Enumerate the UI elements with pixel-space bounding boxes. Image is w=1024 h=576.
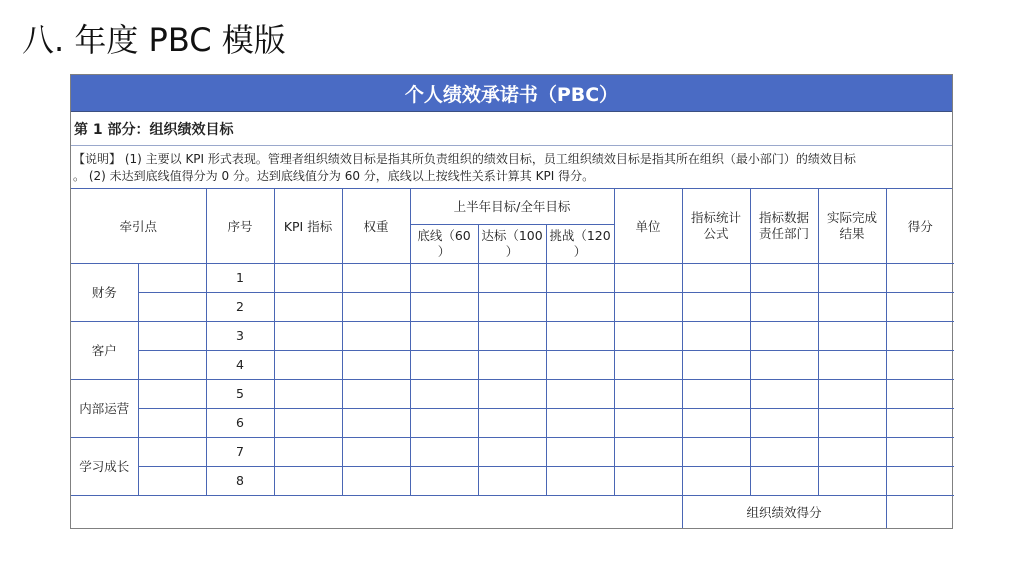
unit-cell[interactable] — [614, 379, 682, 408]
baseline-cell[interactable] — [410, 350, 478, 379]
dept-cell[interactable] — [750, 408, 818, 437]
group-label: 内部运营 — [71, 379, 138, 437]
baseline-cell[interactable] — [410, 437, 478, 466]
table-row — [71, 437, 954, 466]
seq-cell: 1 — [206, 263, 274, 292]
result-cell[interactable] — [818, 437, 886, 466]
note-line-1: 【说明】 (1) 主要以 KPI 形式表现。管理者组织绩效目标是指其所负责组织的绩效目标，员工组织绩效目标是指其所在组织（最小部门）的绩效目标 — [73, 152, 856, 166]
group-label: 学习成长 — [71, 437, 138, 495]
header-dept-line1: 指标数据 — [759, 209, 810, 225]
baseline-cell[interactable] — [410, 379, 478, 408]
challenge-cell[interactable] — [546, 292, 614, 321]
header-result-line2: 结果 — [839, 225, 865, 241]
kpi-table — [71, 189, 954, 528]
score-cell[interactable] — [886, 263, 954, 292]
formula-cell[interactable] — [682, 292, 750, 321]
baseline-cell[interactable] — [410, 292, 478, 321]
challenge-cell[interactable] — [546, 263, 614, 292]
challenge-cell[interactable] — [546, 408, 614, 437]
standard-cell[interactable] — [478, 350, 546, 379]
seq-cell: 4 — [206, 350, 274, 379]
group-label: 财务 — [71, 263, 138, 321]
header-kpi: KPI 指标 — [274, 189, 342, 263]
header-weight: 权重 — [342, 189, 410, 263]
result-cell[interactable] — [818, 466, 886, 495]
weight-cell[interactable] — [342, 379, 410, 408]
kpi-cell[interactable] — [274, 466, 342, 495]
header-traction: 牵引点 — [71, 189, 206, 263]
weight-cell[interactable] — [342, 292, 410, 321]
header-baseline — [410, 224, 478, 263]
unit-cell[interactable] — [614, 350, 682, 379]
weight-cell[interactable] — [342, 263, 410, 292]
table-row — [71, 350, 954, 379]
score-cell[interactable] — [886, 437, 954, 466]
header-dept-line2: 责任部门 — [759, 225, 810, 241]
sub-point-cell[interactable] — [138, 408, 206, 437]
header-challenge — [546, 224, 614, 263]
standard-cell[interactable] — [478, 321, 546, 350]
seq-cell: 7 — [206, 437, 274, 466]
section-title: 第 1 部分：组织绩效目标 — [71, 112, 952, 146]
result-cell[interactable] — [818, 321, 886, 350]
challenge-cell[interactable] — [546, 379, 614, 408]
standard-cell[interactable] — [478, 437, 546, 466]
dept-cell[interactable] — [750, 350, 818, 379]
footer-blank — [71, 495, 682, 528]
header-challenge-line2: ） — [573, 243, 587, 259]
header-formula-line1: 指标统计 — [691, 209, 742, 225]
formula-cell[interactable] — [682, 437, 750, 466]
score-cell[interactable] — [886, 292, 954, 321]
standard-cell[interactable] — [478, 263, 546, 292]
sub-point-cell[interactable] — [138, 466, 206, 495]
header-result-line1: 实际完成 — [827, 209, 878, 225]
header-baseline-line2: ） — [437, 243, 451, 259]
formula-cell[interactable] — [682, 379, 750, 408]
header-unit: 单位 — [614, 189, 682, 263]
sub-point-cell[interactable] — [138, 350, 206, 379]
score-cell[interactable] — [886, 466, 954, 495]
table-row — [71, 321, 954, 350]
kpi-cell[interactable] — [274, 321, 342, 350]
sub-point-cell[interactable] — [138, 379, 206, 408]
kpi-cell[interactable] — [274, 292, 342, 321]
standard-cell[interactable] — [478, 408, 546, 437]
formula-cell[interactable] — [682, 466, 750, 495]
table-row — [71, 408, 954, 437]
formula-cell[interactable] — [682, 321, 750, 350]
table-row — [71, 379, 954, 408]
dept-cell[interactable] — [750, 292, 818, 321]
group-label: 客户 — [71, 321, 138, 379]
unit-cell[interactable] — [614, 263, 682, 292]
weight-cell[interactable] — [342, 408, 410, 437]
table-row — [71, 466, 954, 495]
org-score-cell[interactable] — [886, 495, 954, 528]
score-cell[interactable] — [886, 408, 954, 437]
header-seq: 序号 — [206, 189, 274, 263]
dept-cell[interactable] — [750, 263, 818, 292]
dept-cell[interactable] — [750, 321, 818, 350]
header-target-group: 上半年目标/全年目标 — [410, 189, 614, 224]
formula-cell[interactable] — [682, 408, 750, 437]
footer-row — [71, 495, 954, 528]
unit-cell[interactable] — [614, 321, 682, 350]
form-title: 个人绩效承诺书（PBC） — [71, 75, 952, 112]
seq-cell: 6 — [206, 408, 274, 437]
weight-cell[interactable] — [342, 350, 410, 379]
pbc-form — [70, 74, 953, 529]
sub-point-cell[interactable] — [138, 321, 206, 350]
seq-cell: 5 — [206, 379, 274, 408]
dept-cell[interactable] — [750, 379, 818, 408]
sub-point-cell[interactable] — [138, 437, 206, 466]
result-cell[interactable] — [818, 379, 886, 408]
standard-cell[interactable] — [478, 466, 546, 495]
formula-cell[interactable] — [682, 350, 750, 379]
sub-point-cell[interactable] — [138, 292, 206, 321]
header-score: 得分 — [886, 189, 954, 263]
header-dept — [750, 189, 818, 263]
seq-cell: 3 — [206, 321, 274, 350]
slide-title: 八. 年度 PBC 模版 — [22, 21, 286, 59]
unit-cell[interactable] — [614, 437, 682, 466]
weight-cell[interactable] — [342, 466, 410, 495]
seq-cell: 8 — [206, 466, 274, 495]
score-cell[interactable] — [886, 350, 954, 379]
weight-cell[interactable] — [342, 321, 410, 350]
header-standard-line2: ） — [505, 243, 519, 259]
challenge-cell[interactable] — [546, 437, 614, 466]
result-cell[interactable] — [818, 408, 886, 437]
formula-cell[interactable] — [682, 263, 750, 292]
header-formula-line2: 公式 — [703, 225, 729, 241]
baseline-cell[interactable] — [410, 321, 478, 350]
kpi-cell[interactable] — [274, 437, 342, 466]
kpi-cell[interactable] — [274, 350, 342, 379]
standard-cell[interactable] — [478, 379, 546, 408]
seq-cell: 2 — [206, 292, 274, 321]
dept-cell[interactable] — [750, 437, 818, 466]
kpi-cell[interactable] — [274, 263, 342, 292]
baseline-cell[interactable] — [410, 263, 478, 292]
table-row — [71, 292, 954, 321]
instructions-note — [71, 146, 952, 189]
score-cell[interactable] — [886, 321, 954, 350]
dept-cell[interactable] — [750, 466, 818, 495]
kpi-cell[interactable] — [274, 408, 342, 437]
table-row — [71, 263, 954, 292]
challenge-cell[interactable] — [546, 466, 614, 495]
note-line-2: 。 (2) 未达到底线值得分为 0 分。达到底线值分为 60 分，底线以上按线性关系计算其 KPI 得分。 — [73, 169, 595, 183]
unit-cell[interactable] — [614, 408, 682, 437]
baseline-cell[interactable] — [410, 466, 478, 495]
org-score-label: 组织绩效得分 — [682, 495, 886, 528]
weight-cell[interactable] — [342, 437, 410, 466]
sub-point-cell[interactable] — [138, 263, 206, 292]
unit-cell[interactable] — [614, 292, 682, 321]
baseline-cell[interactable] — [410, 408, 478, 437]
unit-cell[interactable] — [614, 466, 682, 495]
header-result — [818, 189, 886, 263]
result-cell[interactable] — [818, 292, 886, 321]
header-standard-line1: 达标（100 — [481, 227, 543, 243]
standard-cell[interactable] — [478, 292, 546, 321]
header-standard — [478, 224, 546, 263]
header-formula — [682, 189, 750, 263]
challenge-cell[interactable] — [546, 321, 614, 350]
challenge-cell[interactable] — [546, 350, 614, 379]
header-challenge-line1: 挑战（120 — [549, 227, 611, 243]
result-cell[interactable] — [818, 263, 886, 292]
result-cell[interactable] — [818, 350, 886, 379]
kpi-cell[interactable] — [274, 379, 342, 408]
header-baseline-line1: 底线（60 — [417, 227, 471, 243]
score-cell[interactable] — [886, 379, 954, 408]
